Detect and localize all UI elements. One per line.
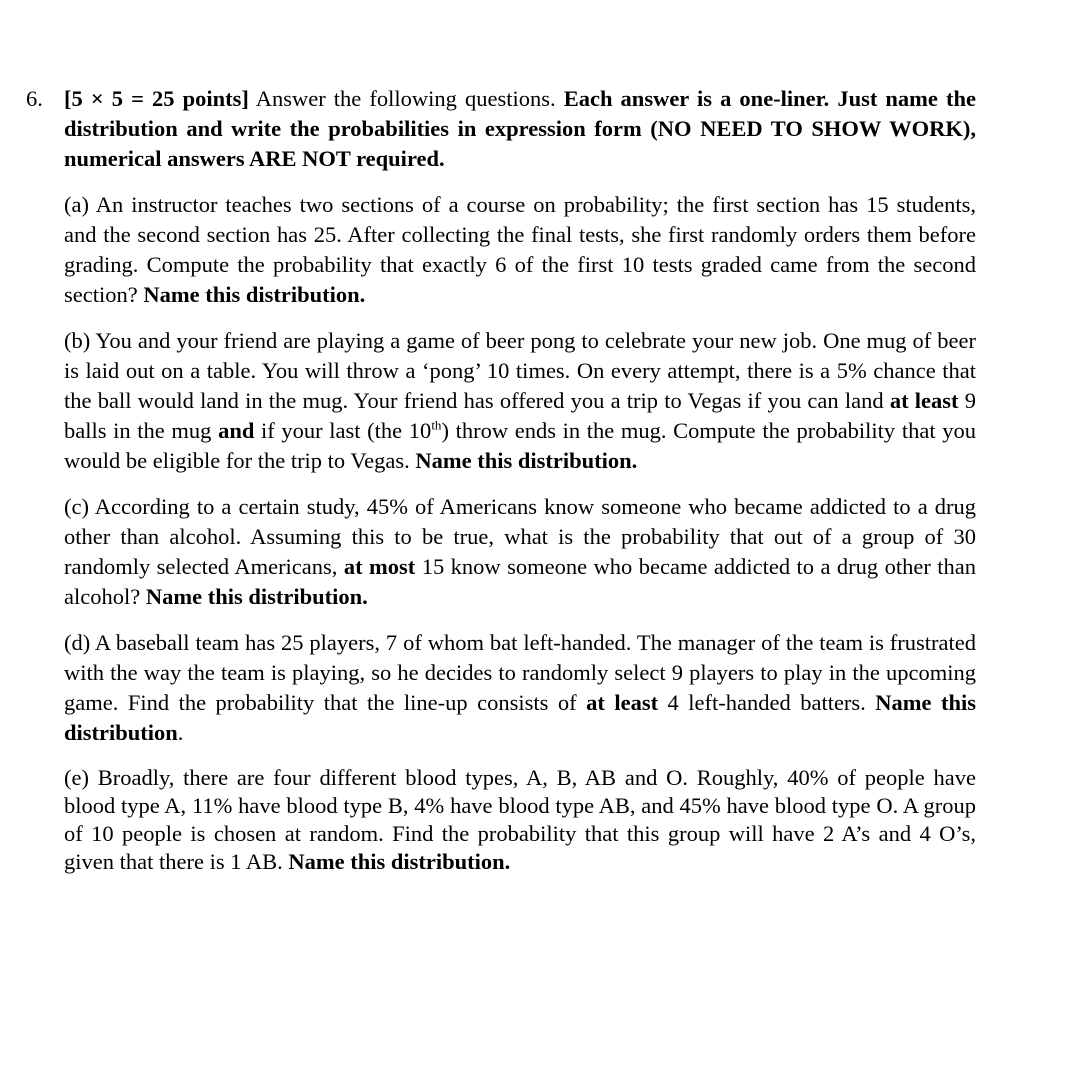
question-6 — [26, 84, 976, 876]
part-b-text-2: 9 balls in the mug — [64, 388, 976, 443]
question-header — [26, 84, 976, 174]
part-a-name-prompt: Name this distribution. — [143, 282, 366, 307]
question-points: [5 × 5 = 25 points] — [64, 86, 249, 111]
part-e — [64, 764, 976, 876]
part-b-name-prompt: Name this distribution. — [415, 448, 638, 473]
question-intro: Answer the following questions. — [248, 86, 564, 111]
part-b-text-1: (b) You and your friend are playing a game of beer pong to celebrate your new job. One mug of beer is laid out on a table. You will throw a ‘pong’ 10 times. On every attempt, there is a 5% chance that the ball would land in the mug. Your friend has offered you a trip to Vegas if you can land — [64, 328, 976, 413]
part-c-text-2: 15 know someone who became addicted to a drug other than alcohol? — [64, 554, 977, 609]
part-d-text-2: 4 left-handed batters. — [658, 690, 876, 715]
question-number: 6. — [26, 86, 43, 111]
part-b-emphasis-and: and — [218, 418, 255, 443]
part-b-emphasis-at-least: at least — [889, 388, 959, 413]
part-b — [64, 326, 976, 476]
part-d-name-prompt: Name this distribution — [64, 690, 977, 745]
question-instructions: Each answer is a one-liner. Just name the distribution and write the probabilities in expression form (NO NEED TO SHOW WORK), numerical answers ARE NOT required. — [64, 86, 976, 171]
part-e-name-prompt: Name this distribution. — [288, 849, 511, 874]
part-b-text-4: ) throw ends in the mug. Compute the probability that you would be eligible for the trip to Vegas. — [64, 418, 976, 473]
part-c-emphasis-at-most: at most — [343, 554, 416, 579]
part-c-text-1: (c) According to a certain study, 45% of Americans know someone who became addicted to a drug other than alcohol. Assuming this to be true, what is the probability that out of a group of 30 randomly selected Americans, — [64, 494, 976, 579]
part-d — [64, 628, 976, 748]
part-b-superscript: th — [431, 417, 442, 433]
part-d-period: . — [177, 720, 184, 745]
part-a — [64, 190, 976, 310]
part-d-emphasis-at-least: at least — [586, 690, 659, 715]
part-e-text: (e) Broadly, there are four different blood types, A, B, AB and O. Roughly, 40% of people have blood type A, 11% have blood type B, 4% have blood type AB, and 45% have blood type O. A group of 10 people is chosen at random. Find the probability that this group will have 2 A’s and 4 O’s, given that there is 1 AB. — [64, 765, 976, 874]
part-a-text: (a) An instructor teaches two sections of a course on probability; the first section has 15 students, and the second section has 25. After collecting the final tests, she first randomly orders them before grading. Compute the probability that exactly 6 of the first 10 tests graded came from the second section? — [64, 192, 976, 307]
part-c — [64, 492, 976, 612]
part-d-text-1: (d) A baseball team has 25 players, 7 of whom bat left-handed. The manager of the team is frustrated with the way the team is playing, so he decides to randomly select 9 players to play in the upcoming game. Find the probability that the line-up consists of — [64, 630, 976, 715]
part-c-name-prompt: Name this distribution. — [145, 584, 368, 609]
part-b-text-3: if your last (the 10 — [254, 418, 432, 443]
